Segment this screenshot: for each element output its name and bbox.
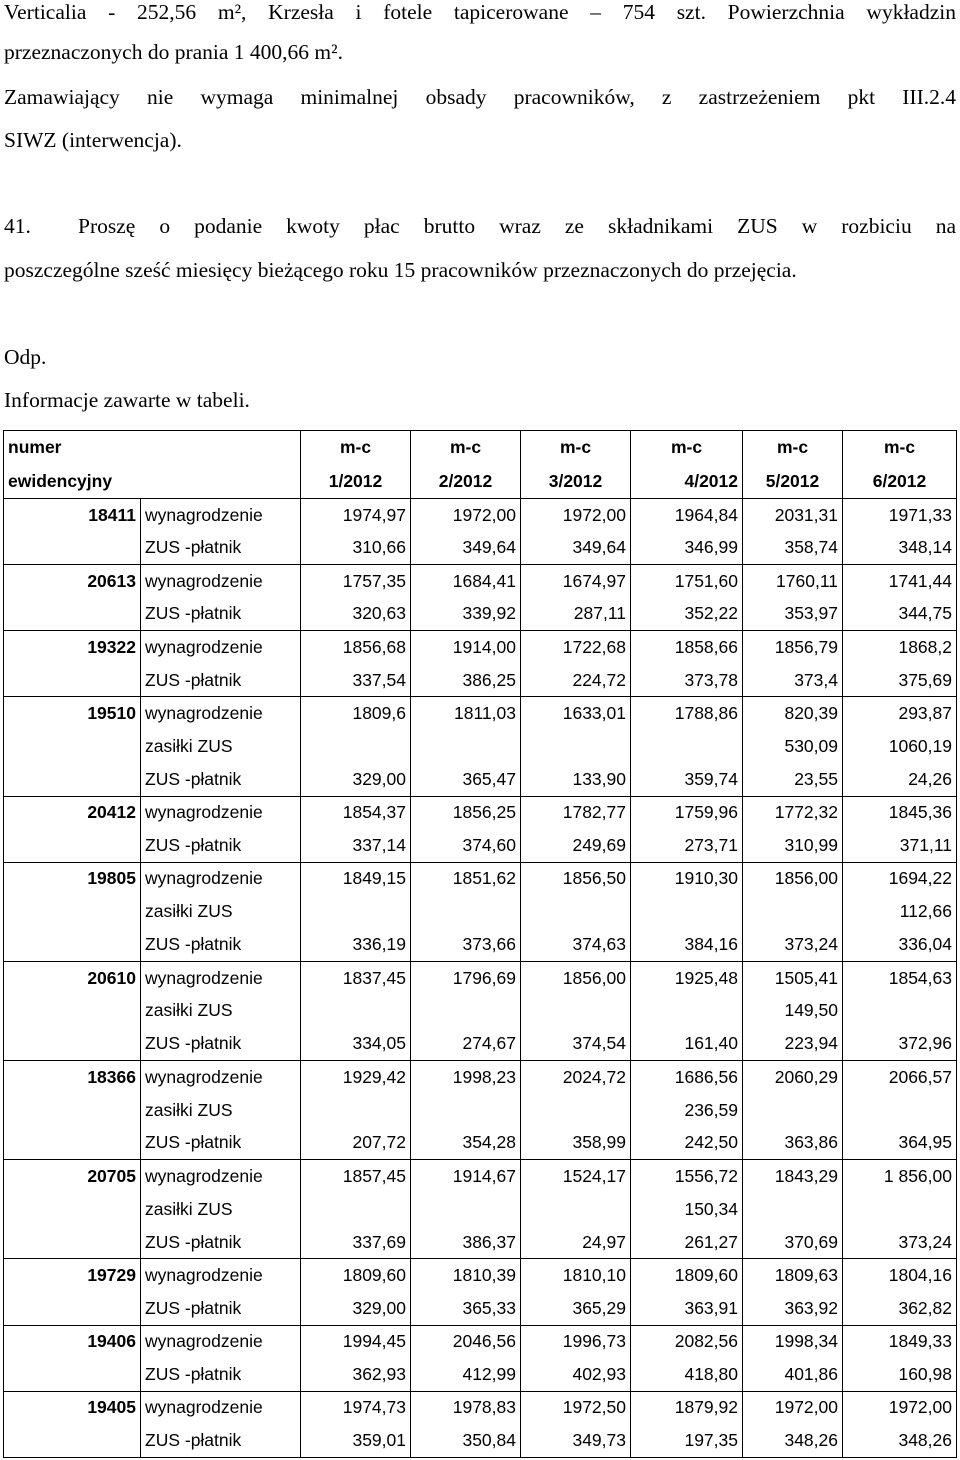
table-row: [4, 1358, 957, 1391]
header-mc-4: m-c: [631, 431, 743, 465]
value-cell-month-2: 374,60: [411, 829, 521, 862]
value-cell-month-3: 1856,00: [521, 961, 631, 994]
header-month-5: 5/2012: [743, 465, 843, 499]
value-cell-month-6: 1 856,00: [843, 1160, 957, 1193]
employee-id: 19406: [4, 1325, 141, 1358]
table-row: [4, 763, 957, 796]
value-cell-month-1: 1849,15: [301, 862, 411, 895]
row-label: wynagrodzenie: [141, 1061, 301, 1094]
employee-id: 19510: [4, 697, 141, 730]
value-cell-month-5: 373,24: [743, 928, 843, 961]
header-numer: numer: [8, 437, 62, 458]
value-cell-month-1: 1837,45: [301, 961, 411, 994]
row-label: ZUS -płatnik: [141, 664, 301, 697]
table-row: [4, 1292, 957, 1325]
value-cell-month-4: 1751,60: [631, 565, 743, 598]
value-cell-month-3: [521, 730, 631, 763]
table-row: [4, 1028, 957, 1061]
value-cell-month-4: [631, 895, 743, 928]
value-cell-month-1: 1974,97: [301, 499, 411, 532]
header-row-bottom: [4, 465, 957, 499]
value-cell-month-5: 2060,29: [743, 1061, 843, 1094]
row-label: ZUS -płatnik: [141, 598, 301, 631]
value-cell-month-5: 149,50: [743, 994, 843, 1027]
value-cell-month-6: 336,04: [843, 928, 957, 961]
table-row: [4, 1160, 957, 1193]
value-cell-month-6: [843, 994, 957, 1027]
table-row: [4, 532, 957, 565]
header-month-1: 1/2012: [301, 465, 411, 499]
employee-id: 20412: [4, 796, 141, 829]
value-cell-month-2: 349,64: [411, 532, 521, 565]
value-cell-month-6: 1972,00: [843, 1391, 957, 1424]
value-cell-month-1: [301, 730, 411, 763]
value-cell-month-6: 1741,44: [843, 565, 957, 598]
value-cell-month-5: 358,74: [743, 532, 843, 565]
table-row: [4, 1061, 957, 1094]
employee-id: 18411: [4, 499, 141, 532]
value-cell-month-3: 1972,00: [521, 499, 631, 532]
value-cell-month-6: 348,26: [843, 1424, 957, 1457]
value-cell-month-3: [521, 895, 631, 928]
row-label: wynagrodzenie: [141, 1259, 301, 1292]
header-mc-2: m-c: [411, 431, 521, 465]
row-label: wynagrodzenie: [141, 1391, 301, 1424]
row-label: wynagrodzenie: [141, 1160, 301, 1193]
value-cell-month-3: 374,54: [521, 1028, 631, 1061]
value-cell-month-2: 1851,62: [411, 862, 521, 895]
value-cell-month-2: 373,66: [411, 928, 521, 961]
value-cell-month-1: 337,69: [301, 1226, 411, 1259]
value-cell-month-6: 373,24: [843, 1226, 957, 1259]
value-cell-month-5: 2031,31: [743, 499, 843, 532]
value-cell-month-3: 1972,50: [521, 1391, 631, 1424]
value-cell-month-1: 1929,42: [301, 1061, 411, 1094]
value-cell-month-5: 1843,29: [743, 1160, 843, 1193]
value-cell-month-5: 1856,79: [743, 631, 843, 664]
row-label: zasiłki ZUS: [141, 730, 301, 763]
table-row: [4, 1391, 957, 1424]
question-line-2: poszczególne sześć miesięcy bieżącego roku 15 pracowników przeznaczonych do przejęcia.: [4, 258, 797, 282]
table-row: [4, 1325, 957, 1358]
intro-line-1: Verticalia - 252,56 m², Krzesła i fotele tapicerowane – 754 szt. Powierzchnia wykładzin: [4, 0, 956, 24]
value-cell-month-3: 365,29: [521, 1292, 631, 1325]
header-blank-2: [141, 465, 301, 499]
employee-id: 19729: [4, 1259, 141, 1292]
value-cell-month-5: 348,26: [743, 1424, 843, 1457]
value-cell-month-5: 310,99: [743, 829, 843, 862]
value-cell-month-3: 1856,50: [521, 862, 631, 895]
value-cell-month-4: 161,40: [631, 1028, 743, 1061]
value-cell-month-3: 1674,97: [521, 565, 631, 598]
value-cell-month-2: [411, 895, 521, 928]
row-label: ZUS -płatnik: [141, 928, 301, 961]
employee-id-empty: [4, 1094, 141, 1127]
value-cell-month-1: 362,93: [301, 1358, 411, 1391]
value-cell-month-6: 112,66: [843, 895, 957, 928]
employee-id-empty: [4, 1424, 141, 1457]
question-number: 41.: [4, 214, 31, 238]
employee-id: 19322: [4, 631, 141, 664]
value-cell-month-1: 359,01: [301, 1424, 411, 1457]
value-cell-month-3: 24,97: [521, 1226, 631, 1259]
value-cell-month-4: [631, 994, 743, 1027]
header-month-3: 3/2012: [521, 465, 631, 499]
value-cell-month-4: 1858,66: [631, 631, 743, 664]
value-cell-month-3: 2024,72: [521, 1061, 631, 1094]
value-cell-month-1: 1757,35: [301, 565, 411, 598]
employee-id-empty: [4, 730, 141, 763]
employee-id-empty: [4, 1193, 141, 1226]
intro-line-4: SIWZ (interwencja).: [4, 128, 182, 152]
value-cell-month-2: 1796,69: [411, 961, 521, 994]
table-row: [4, 961, 957, 994]
value-cell-month-4: 197,35: [631, 1424, 743, 1457]
value-cell-month-5: 370,69: [743, 1226, 843, 1259]
table-row: [4, 928, 957, 961]
value-cell-month-5: [743, 895, 843, 928]
value-cell-month-6: 371,11: [843, 829, 957, 862]
value-cell-month-6: 375,69: [843, 664, 957, 697]
value-cell-month-2: 274,67: [411, 1028, 521, 1061]
value-cell-month-3: 1524,17: [521, 1160, 631, 1193]
value-cell-month-2: 2046,56: [411, 1325, 521, 1358]
value-cell-month-4: 1686,56: [631, 1061, 743, 1094]
value-cell-month-6: [843, 1094, 957, 1127]
value-cell-month-3: 1782,77: [521, 796, 631, 829]
value-cell-month-2: 365,47: [411, 763, 521, 796]
value-cell-month-1: 337,14: [301, 829, 411, 862]
row-label: wynagrodzenie: [141, 499, 301, 532]
value-cell-month-6: [843, 1193, 957, 1226]
value-cell-month-1: 1994,45: [301, 1325, 411, 1358]
table-row: [4, 499, 957, 532]
table-row: [4, 1259, 957, 1292]
employee-id-empty: [4, 895, 141, 928]
value-cell-month-4: 1910,30: [631, 862, 743, 895]
row-label: ZUS -płatnik: [141, 1358, 301, 1391]
row-label: ZUS -płatnik: [141, 829, 301, 862]
employee-id-empty: [4, 1226, 141, 1259]
value-cell-month-5: 23,55: [743, 763, 843, 796]
value-cell-month-2: 1914,67: [411, 1160, 521, 1193]
value-cell-month-2: 354,28: [411, 1127, 521, 1160]
value-cell-month-4: 418,80: [631, 1358, 743, 1391]
header-mc-1: m-c: [301, 431, 411, 465]
value-cell-month-4: 150,34: [631, 1193, 743, 1226]
value-cell-month-1: [301, 1094, 411, 1127]
value-cell-month-4: 359,74: [631, 763, 743, 796]
row-label: ZUS -płatnik: [141, 1127, 301, 1160]
row-label: wynagrodzenie: [141, 631, 301, 664]
value-cell-month-6: 348,14: [843, 532, 957, 565]
value-cell-month-6: 1804,16: [843, 1259, 957, 1292]
value-cell-month-2: 386,37: [411, 1226, 521, 1259]
value-cell-month-1: 320,63: [301, 598, 411, 631]
value-cell-month-4: 373,78: [631, 664, 743, 697]
value-cell-month-1: 336,19: [301, 928, 411, 961]
table-body: [4, 499, 957, 1458]
value-cell-month-4: 1556,72: [631, 1160, 743, 1193]
question-line-1: Proszę o podanie kwoty płac brutto wraz ze składnikami ZUS w rozbiciu na: [78, 214, 956, 238]
employee-id-empty: [4, 763, 141, 796]
table-row: [4, 1424, 957, 1457]
value-cell-month-4: 363,91: [631, 1292, 743, 1325]
value-cell-month-5: [743, 1094, 843, 1127]
value-cell-month-6: 364,95: [843, 1127, 957, 1160]
employee-id-empty: [4, 1028, 141, 1061]
value-cell-month-3: 1810,10: [521, 1259, 631, 1292]
table-row: [4, 1193, 957, 1226]
value-cell-month-3: 349,73: [521, 1424, 631, 1457]
value-cell-month-3: 402,93: [521, 1358, 631, 1391]
row-label: zasiłki ZUS: [141, 1094, 301, 1127]
value-cell-month-5: 401,86: [743, 1358, 843, 1391]
header-mc-6: m-c: [843, 431, 957, 465]
table-header: [4, 431, 957, 499]
value-cell-month-2: 1811,03: [411, 697, 521, 730]
value-cell-month-3: [521, 994, 631, 1027]
value-cell-month-1: 1856,68: [301, 631, 411, 664]
value-cell-month-4: [631, 730, 743, 763]
table-row: [4, 895, 957, 928]
value-cell-month-5: 363,92: [743, 1292, 843, 1325]
row-label: wynagrodzenie: [141, 961, 301, 994]
value-cell-month-4: 384,16: [631, 928, 743, 961]
value-cell-month-1: 1974,73: [301, 1391, 411, 1424]
value-cell-month-6: 2066,57: [843, 1061, 957, 1094]
value-cell-month-5: [743, 1193, 843, 1226]
value-cell-month-4: 1964,84: [631, 499, 743, 532]
header-mc-3: m-c: [521, 431, 631, 465]
row-label: ZUS -płatnik: [141, 763, 301, 796]
value-cell-month-5: 1809,63: [743, 1259, 843, 1292]
value-cell-month-4: 346,99: [631, 532, 743, 565]
table-row: [4, 829, 957, 862]
value-cell-month-4: 1809,60: [631, 1259, 743, 1292]
value-cell-month-2: 412,99: [411, 1358, 521, 1391]
value-cell-month-5: 353,97: [743, 598, 843, 631]
value-cell-month-5: 820,39: [743, 697, 843, 730]
value-cell-month-4: 242,50: [631, 1127, 743, 1160]
employee-id: 20613: [4, 565, 141, 598]
value-cell-month-2: 1810,39: [411, 1259, 521, 1292]
employee-id-empty: [4, 532, 141, 565]
value-cell-month-4: 1759,96: [631, 796, 743, 829]
value-cell-month-6: 372,96: [843, 1028, 957, 1061]
value-cell-month-1: [301, 895, 411, 928]
row-label: wynagrodzenie: [141, 565, 301, 598]
employee-id-empty: [4, 598, 141, 631]
value-cell-month-1: 1857,45: [301, 1160, 411, 1193]
intro-line-2: przeznaczonych do prania 1 400,66 m².: [4, 40, 343, 64]
value-cell-month-2: 339,92: [411, 598, 521, 631]
value-cell-month-6: 1971,33: [843, 499, 957, 532]
value-cell-month-3: 374,63: [521, 928, 631, 961]
value-cell-month-6: 24,26: [843, 763, 957, 796]
row-label: zasiłki ZUS: [141, 1193, 301, 1226]
value-cell-month-6: 1854,63: [843, 961, 957, 994]
value-cell-month-1: 1809,60: [301, 1259, 411, 1292]
value-cell-month-3: 249,69: [521, 829, 631, 862]
value-cell-month-4: 2082,56: [631, 1325, 743, 1358]
value-cell-month-2: 1856,25: [411, 796, 521, 829]
value-cell-month-5: 530,09: [743, 730, 843, 763]
row-label: ZUS -płatnik: [141, 532, 301, 565]
employee-id: 20705: [4, 1160, 141, 1193]
row-label: zasiłki ZUS: [141, 895, 301, 928]
value-cell-month-2: 386,25: [411, 664, 521, 697]
value-cell-month-6: 344,75: [843, 598, 957, 631]
employee-id-empty: [4, 829, 141, 862]
value-cell-month-5: 373,4: [743, 664, 843, 697]
value-cell-month-2: 365,33: [411, 1292, 521, 1325]
employee-id-empty: [4, 1358, 141, 1391]
value-cell-month-5: 223,94: [743, 1028, 843, 1061]
answer-text: Informacje zawarte w tabeli.: [4, 388, 250, 412]
row-label: wynagrodzenie: [141, 862, 301, 895]
value-cell-month-3: 224,72: [521, 664, 631, 697]
row-label: wynagrodzenie: [141, 1325, 301, 1358]
header-row-top: [4, 431, 957, 465]
answer-label: Odp.: [4, 345, 47, 369]
value-cell-month-1: [301, 994, 411, 1027]
value-cell-month-2: 1998,23: [411, 1061, 521, 1094]
value-cell-month-6: 160,98: [843, 1358, 957, 1391]
table-row: [4, 631, 957, 664]
value-cell-month-6: 1694,22: [843, 862, 957, 895]
value-cell-month-6: 293,87: [843, 697, 957, 730]
salary-table: [3, 430, 957, 1458]
value-cell-month-5: 1772,32: [743, 796, 843, 829]
value-cell-month-1: 310,66: [301, 532, 411, 565]
row-label: wynagrodzenie: [141, 697, 301, 730]
table-row: [4, 994, 957, 1027]
table-row: [4, 697, 957, 730]
value-cell-month-5: 1760,11: [743, 565, 843, 598]
value-cell-month-2: [411, 1193, 521, 1226]
value-cell-month-5: 1856,00: [743, 862, 843, 895]
row-label: zasiłki ZUS: [141, 994, 301, 1027]
salary-table-wrapper: [3, 430, 956, 1458]
value-cell-month-4: 352,22: [631, 598, 743, 631]
value-cell-month-2: [411, 994, 521, 1027]
value-cell-month-5: 1505,41: [743, 961, 843, 994]
value-cell-month-3: 349,64: [521, 532, 631, 565]
value-cell-month-1: 329,00: [301, 763, 411, 796]
value-cell-month-1: 334,05: [301, 1028, 411, 1061]
table-row: [4, 598, 957, 631]
value-cell-month-6: 1849,33: [843, 1325, 957, 1358]
value-cell-month-2: [411, 730, 521, 763]
employee-id-empty: [4, 928, 141, 961]
header-month-6: 6/2012: [843, 465, 957, 499]
employee-id: 19405: [4, 1391, 141, 1424]
header-ewidencyjny: ewidencyjny: [8, 470, 113, 491]
value-cell-month-4: 236,59: [631, 1094, 743, 1127]
value-cell-month-6: 1845,36: [843, 796, 957, 829]
value-cell-month-3: 1722,68: [521, 631, 631, 664]
value-cell-month-6: 1868,2: [843, 631, 957, 664]
header-blank: [141, 431, 301, 465]
table-row: [4, 1094, 957, 1127]
table-row: [4, 1127, 957, 1160]
value-cell-month-5: 1972,00: [743, 1391, 843, 1424]
value-cell-month-1: 1854,37: [301, 796, 411, 829]
value-cell-month-1: 207,72: [301, 1127, 411, 1160]
header-month-2: 2/2012: [411, 465, 521, 499]
row-label: ZUS -płatnik: [141, 1424, 301, 1457]
value-cell-month-2: 1914,00: [411, 631, 521, 664]
row-label: ZUS -płatnik: [141, 1292, 301, 1325]
row-label: ZUS -płatnik: [141, 1028, 301, 1061]
employee-id-empty: [4, 994, 141, 1027]
value-cell-month-3: 1996,73: [521, 1325, 631, 1358]
value-cell-month-3: [521, 1094, 631, 1127]
value-cell-month-2: 1972,00: [411, 499, 521, 532]
value-cell-month-5: 1998,34: [743, 1325, 843, 1358]
table-row: [4, 796, 957, 829]
header-month-4: 4/2012: [631, 465, 743, 499]
table-row: [4, 730, 957, 763]
value-cell-month-6: 362,82: [843, 1292, 957, 1325]
employee-id: 20610: [4, 961, 141, 994]
value-cell-month-1: 1809,6: [301, 697, 411, 730]
value-cell-month-1: 337,54: [301, 664, 411, 697]
value-cell-month-4: 273,71: [631, 829, 743, 862]
value-cell-month-4: 1788,86: [631, 697, 743, 730]
table-row: [4, 1226, 957, 1259]
value-cell-month-3: 287,11: [521, 598, 631, 631]
value-cell-month-3: 1633,01: [521, 697, 631, 730]
employee-id: 18366: [4, 1061, 141, 1094]
value-cell-month-1: 329,00: [301, 1292, 411, 1325]
employee-id-empty: [4, 1292, 141, 1325]
table-row: [4, 862, 957, 895]
value-cell-month-3: 133,90: [521, 763, 631, 796]
value-cell-month-2: [411, 1094, 521, 1127]
value-cell-month-6: 1060,19: [843, 730, 957, 763]
value-cell-month-3: [521, 1193, 631, 1226]
employee-id-empty: [4, 664, 141, 697]
value-cell-month-2: 1684,41: [411, 565, 521, 598]
row-label: wynagrodzenie: [141, 796, 301, 829]
table-row: [4, 565, 957, 598]
value-cell-month-5: 363,86: [743, 1127, 843, 1160]
header-mc-5: m-c: [743, 431, 843, 465]
table-row: [4, 664, 957, 697]
row-label: ZUS -płatnik: [141, 1226, 301, 1259]
value-cell-month-2: 1978,83: [411, 1391, 521, 1424]
value-cell-month-4: 1925,48: [631, 961, 743, 994]
employee-id: 19805: [4, 862, 141, 895]
value-cell-month-3: 358,99: [521, 1127, 631, 1160]
value-cell-month-4: 261,27: [631, 1226, 743, 1259]
value-cell-month-2: 350,84: [411, 1424, 521, 1457]
intro-line-3: Zamawiający nie wymaga minimalnej obsady pracowników, z zastrzeżeniem pkt III.2.4: [4, 85, 956, 109]
value-cell-month-4: 1879,92: [631, 1391, 743, 1424]
employee-id-empty: [4, 1127, 141, 1160]
value-cell-month-1: [301, 1193, 411, 1226]
